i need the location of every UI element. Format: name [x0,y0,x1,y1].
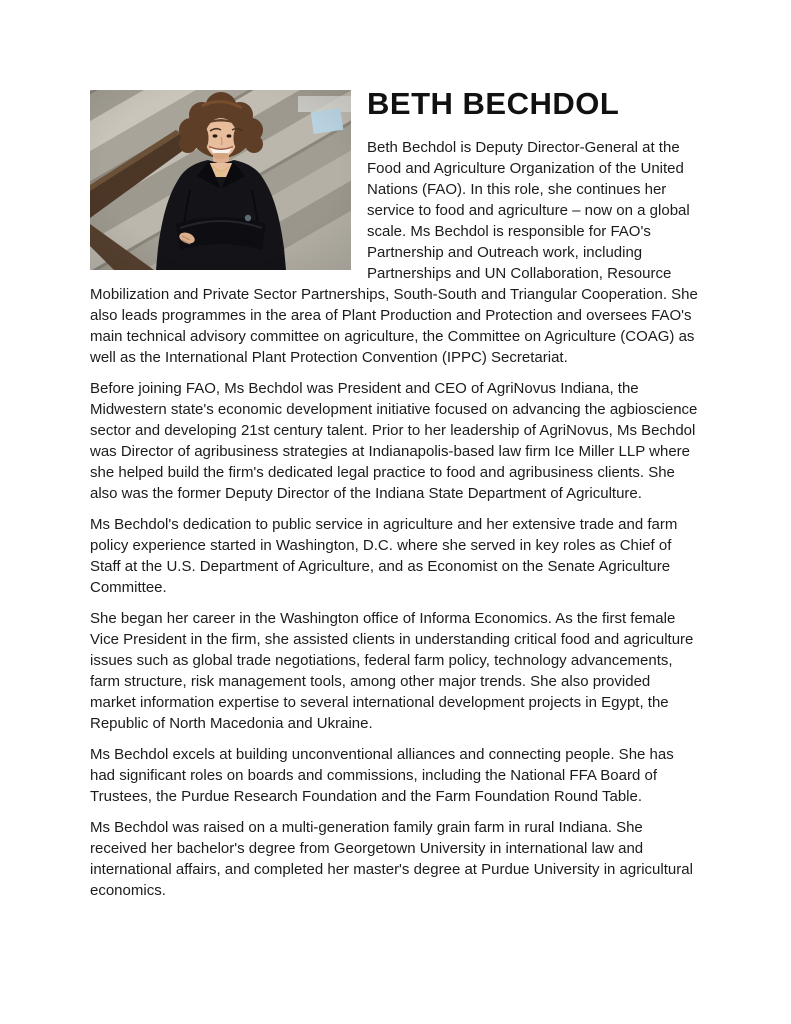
bio-paragraph-5: Ms Bechdol excels at building unconventional alliances and connecting people. She has had significant roles on boards and commissions, including the National FFA Board of Trustees, the Purdue Research Foundation and the Farm Foundation Round Table. [90,745,674,805]
bio-paragraph-6: Ms Bechdol was raised on a multi-generation family grain farm in rural Indiana. She received her bachelor's degree from Georgetown University in international law and international affairs, and completed her master's degree at Purdue University in agricultural economics. [90,818,693,899]
bio-paragraph-1: Beth Bechdol is Deputy Director-General at the Food and Agriculture Organization of the United Nations (FAO). In this role, she continues her service to food and agriculture – now on a global scale. Ms Bechdol is responsible for FAO's Partnership and Outreach work, including Partnerships and UN Collaboration, Resource Mobilization and Private Sector Partnerships, South-South and Triangular Cooperation. She also leads programmes in the area of Plant Production and Protection and oversees FAO's main technical advisory committee on agriculture, the Committee on Agriculture (COAG) as well as the International Plant Protection Convention (IPPC) Secretariat. [90,138,698,366]
bio-paragraph-4: She began her career in the Washington office of Informa Economics. As the first female Vice President in the firm, she assisted clients in understanding critical food and agriculture issues such as global trade negotiations, federal farm policy, technology advancements, farm structure, risk management tools, among other major trends. She also provided market information expertise to several international development projects in Egypt, the Republic of North Macedonia and Ukraine. [90,609,694,732]
profile-photo-illustration [90,90,351,270]
bio-paragraph-2: Before joining FAO, Ms Bechdol was President and CEO of AgriNovus Indiana, the Midwestern state's economic development initiative focused on advancing the agbioscience sector and developing 21st century talent. Prior to her leadership of AgriNovus, Ms Bechdol was Director of agribusiness strategies at Indianapolis-based law firm Ice Miller LLP where she helped build the firm's dedicated legal practice to food and agribusiness clients. She also was the former Deputy Director of the Indiana State Department of Agriculture. [90,379,698,502]
bio-article [90,88,699,911]
page-title: BETH BECHDOL [367,86,620,121]
profile-photo [90,90,351,270]
bio-paragraph-3: Ms Bechdol's dedication to public service in agriculture and her extensive trade and farm policy experience started in Washington, D.C. where she served in key roles as Chief of Staff at the U.S. Department of Agriculture, and as Economist on the Senate Agriculture Committee. [90,515,678,596]
